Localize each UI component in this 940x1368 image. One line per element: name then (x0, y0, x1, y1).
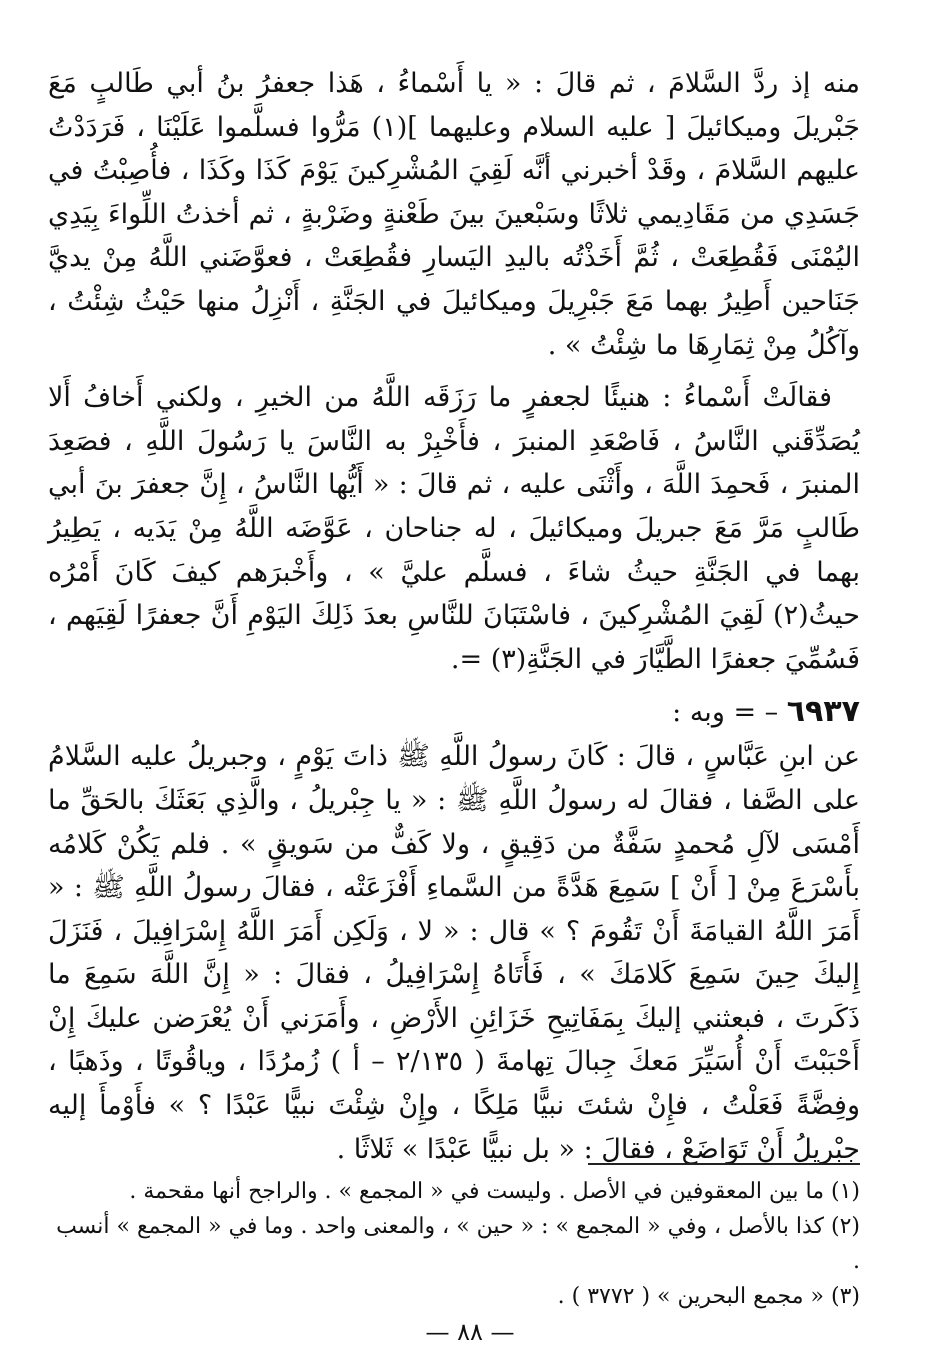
paragraph-spacer (48, 681, 860, 690)
paragraph-spacer (48, 367, 860, 376)
page-number: — ٨٨ — (425, 1318, 515, 1346)
hadith-text: عن ابنِ عَبَّاسٍ ، قالَ : كَانَ رسولُ اللَّهِ ﷺ ذاتَ يَوْمٍ ، وجبريلُ عليه السَّلامُ على الصَّفا ، فقالَ له رسولُ اللَّهِ ﷺ : « يا جِبْريلُ ، والَّذِي بَعَثَكَ بالحَقِّ ما أَمْسَى لآلِ مُحمدٍ سَفَّةٌ من دَقِيقٍ ، ولا كَفٌّ من سَويقٍ » . فلم يَكُنْ كَلامُه بأَسْرَعَ مِنْ [ أَنْ ] سَمِعَ هَدَّةً من السَّماءِ أَفْزَعَتْه ، فقالَ رسولُ اللَّهِ ﷺ : « أَمَرَ اللَّهُ القيامَةَ أَنْ تَقُومَ ؟ » قال : « لا ، وَلَكِن أَمَرَ اللَّهُ إِسْرَافِيلَ ، فَنَزَلَ إِليكَ حِينَ سَمِعَ كَلامَكَ » ، فَأَتَاهُ إِسْرَافِيلُ ، فقالَ : « إِنَّ اللَّهَ سَمِعَ ما ذَكَرتَ ، فبعثني إليكَ بِمَفَاتِيحِ خَزَائِنِ الأَرْضِ ، وأَمَرَني أَنْ يُعْرَضن عليكَ إِنْ أَحْبَبْتَ أَنْ أُسَيِّرَ مَعكَ جِبالَ تِهامةَ ( ٢/١٣٥ – أ ) زُمرُدًا ، وياقُوتًا ، وذَهبًا ، وفِضَّةً فَعَلْتُ ، فإِنْ شئتَ نبيًّا مَلِكًا ، وإِنْ شِئْتَ نبيًّا عَبْدًا ؟ » فأَوْمأَ إليه جبْريلُ أَنْ تَوَاضَعْ ، فقالَ : « بل نبيًّا عَبْدًا » ثَلاثًا . (48, 741, 860, 1165)
footnote-2: (٢) كذا بالأصل ، وفي « المجمع » : « حين » ، والمعنى واحد . وما في « المجمع » أنسب . (56, 1214, 860, 1274)
main-text (48, 62, 860, 1171)
footnote-3: (٣) « مجمع البحرين » ( ٣٧٧٢ ) . (557, 1284, 860, 1309)
footnotes (48, 1174, 860, 1314)
footnote-1: (١) ما بين المعقوفين في الأصل . وليست في « المجمع » . والراجح أنها مقحمة . (129, 1179, 860, 1204)
hadith-heading (48, 690, 860, 735)
footnote-separator (588, 1163, 860, 1165)
paragraph-1: منه إذ ردَّ السَّلامَ ، ثم قالَ : « يا أَسْماءُ ، هَذا جعفرُ بنُ أبي طَالبٍ مَعَ جَبْريلَ وميكائيلَ [ عليه السلام وعليهما ](١) مَرُّوا فسلَّموا عَلَيْنَا ، فَرَدَدْتُ عليهم السَّلامَ ، وقَدْ أخبرني أنَّه لَقِيَ المُشْرِكينَ يَوْمَ كَذَا وكَذَا ، فأُصِبْتُ في جَسَدِي من مَقَادِيمي ثلاثًا وسَبْعينَ بينَ طَعْنةٍ وضَرْبةٍ ، ثم أخذتُ اللِّواءَ بِيَدِي اليُمْنَى فَقُطِعَتْ ، ثُمَّ أَخَذْتُه باليدِ اليَسارِ فقُطِعَتْ ، فعوَّضَني اللَّهُ مِنْ يديَّ جَنَاحين أَطِيرُ بهما مَعَ جَبْرِيلَ وميكائيلَ في الجَنَّةِ ، أَنْزِلُ منها حَيْثُ شِئْتُ ، وآكُلُ مِنْ ثِمَارِهَا ما شِئْتُ » . (48, 68, 860, 361)
hadith-number: ٦٩٣٧ (786, 694, 860, 730)
paragraph-2: فقالَتْ أَسْماءُ : هنيئًا لجعفرٍ ما رَزَقَه اللَّهُ من الخيرِ ، ولكني أَخافُ أَلا يُصَدِّقَني النَّاسُ ، فَاصْعَدِ المنبرَ ، فأَخْبِرْ به النَّاسَ يا رَسُولَ اللَّهِ ، فصَعِدَ المنبرَ ، فَحمِدَ اللَّهَ ، وأَثْنَى عليه ، ثم قالَ : « أَيُّها النَّاسُ ، إِنَّ جعفرَ بنَ أبي طَالبٍ مَرَّ مَعَ جبريلَ وميكائيلَ ، له جناحان ، عَوَّضَه اللَّهُ مِنْ يَدَيه ، يَطِيرُ بهما في الجَنَّةِ حيثُ شاءَ ، فسلَّم عليَّ » ، وأَخْبرَهم كيفَ كَانَ أَمْرُه حيثُ(٢) لَقِيَ المُشْرِكينَ ، فاسْتَبَانَ للنَّاسِ بعدَ ذَلِكَ اليَوْمِ أَنَّ جعفرًا لَقِيَهم ، فَسُمِّيَ جعفرًا الطَّيَّارَ في الجَنَّةِ(٣) =. (48, 382, 860, 675)
hadith-intro: – = وبه : (672, 697, 779, 729)
